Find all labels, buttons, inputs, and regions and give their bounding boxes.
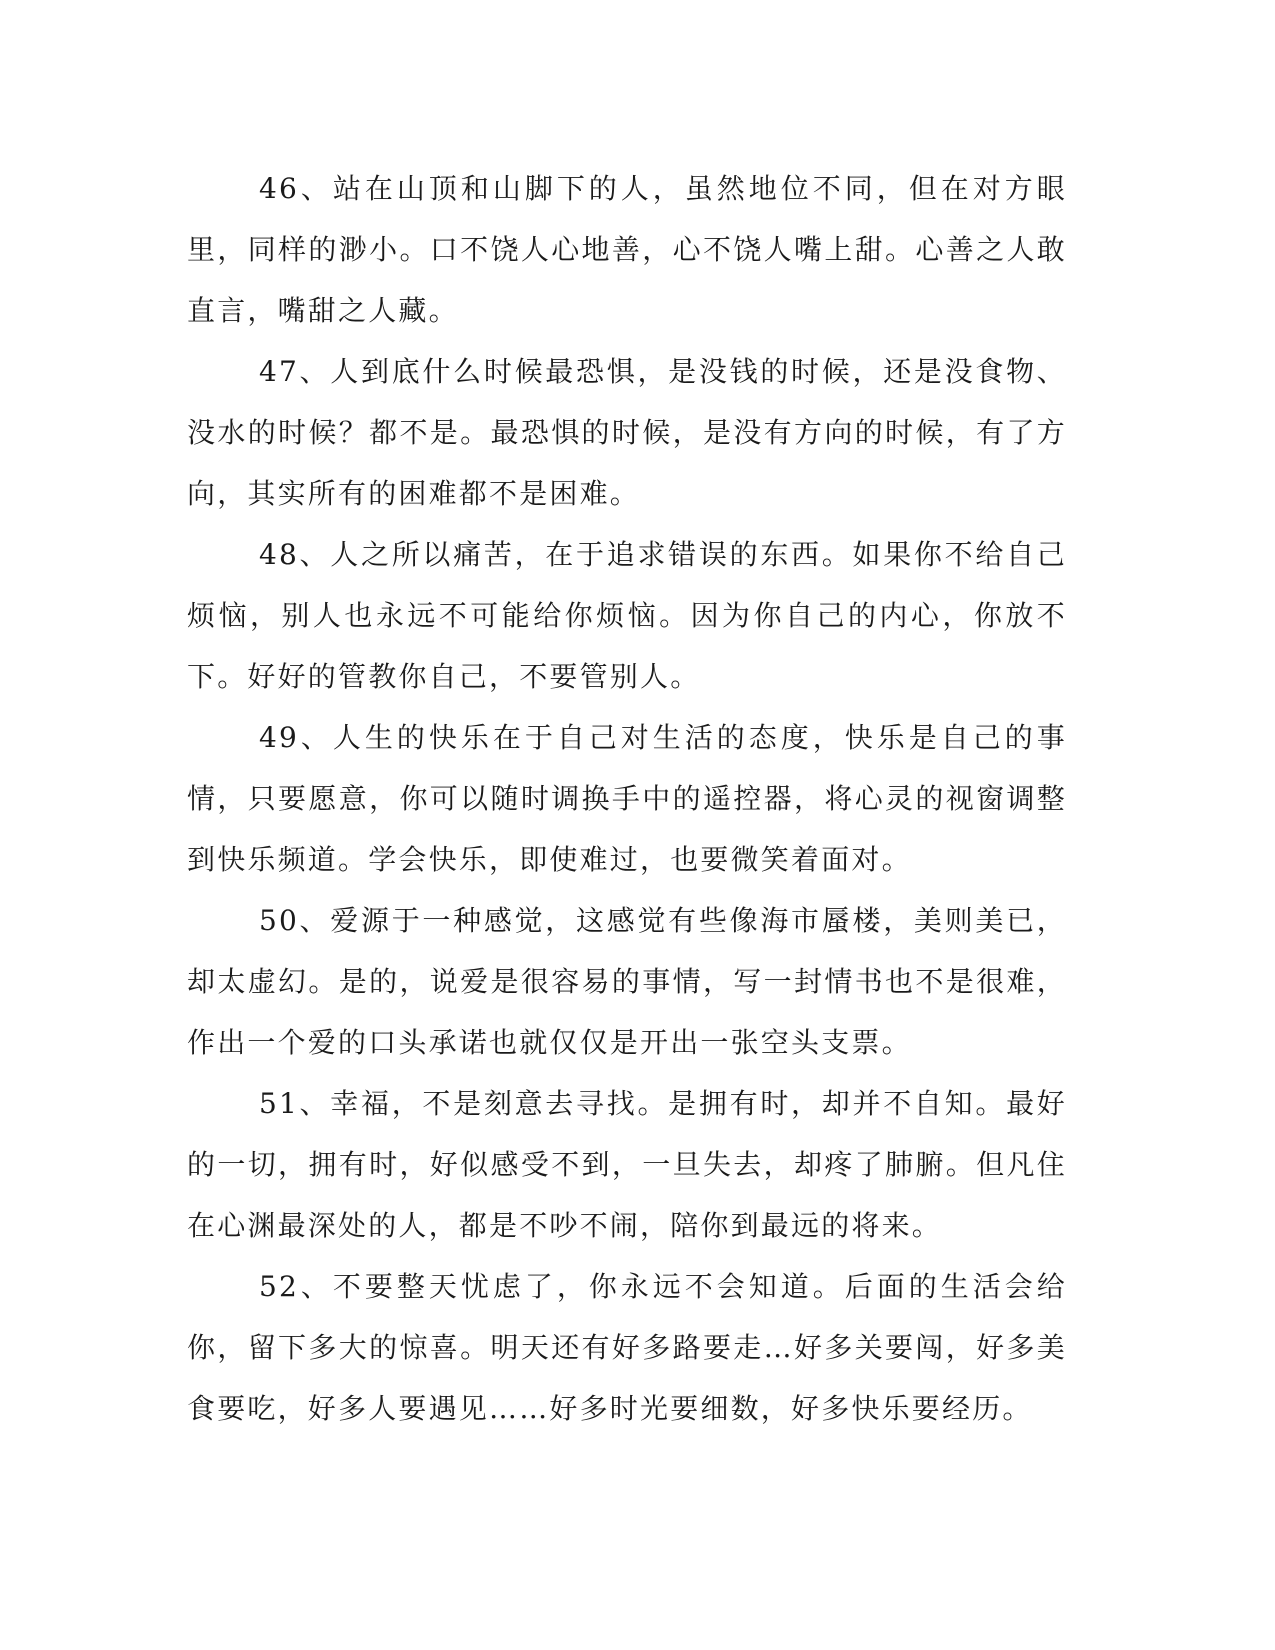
paragraph-47: 47、人到底什么时候最恐惧，是没钱的时候，还是没食物、没水的时候？都不是。最恐惧的时候，是没有方向的时候，有了方向，其实所有的困难都不是困难。 (187, 355, 1067, 510)
paragraph-51: 51、幸福，不是刻意去寻找。是拥有时，却并不自知。最好的一切，拥有时，好似感受不到，一旦失去，却疼了肺腑。但凡住在心渊最深处的人，都是不吵不闹，陪你到最远的将来。 (187, 1087, 1067, 1242)
paragraph-46: 46、站在山顶和山脚下的人，虽然地位不同，但在对方眼里，同样的渺小。口不饶人心地善，心不饶人嘴上甜。心善之人敢直言，嘴甜之人藏。 (187, 172, 1067, 327)
paragraph-48: 48、人之所以痛苦，在于追求错误的东西。如果你不给自己烦恼，别人也永远不可能给你烦恼。因为你自己的内心，你放不下。好好的管教你自己，不要管别人。 (187, 538, 1067, 693)
paragraph-49: 49、人生的快乐在于自己对生活的态度，快乐是自己的事情，只要愿意，你可以随时调换手中的遥控器，将心灵的视窗调整到快乐频道。学会快乐，即使难过，也要微笑着面对。 (187, 721, 1067, 876)
paragraph-50: 50、爱源于一种感觉，这感觉有些像海市蜃楼，美则美已，却太虚幻。是的，说爱是很容易的事情，写一封情书也不是很难，作出一个爱的口头承诺也就仅仅是开出一张空头支票。 (187, 904, 1067, 1059)
paragraph-52: 52、不要整天忧虑了，你永远不会知道。后面的生活会给你，留下多大的惊喜。明天还有好多路要走…好多关要闯，好多美食要吃，好多人要遇见……好多时光要细数，好多快乐要经历。 (187, 1270, 1067, 1425)
document-body (187, 158, 1067, 1439)
